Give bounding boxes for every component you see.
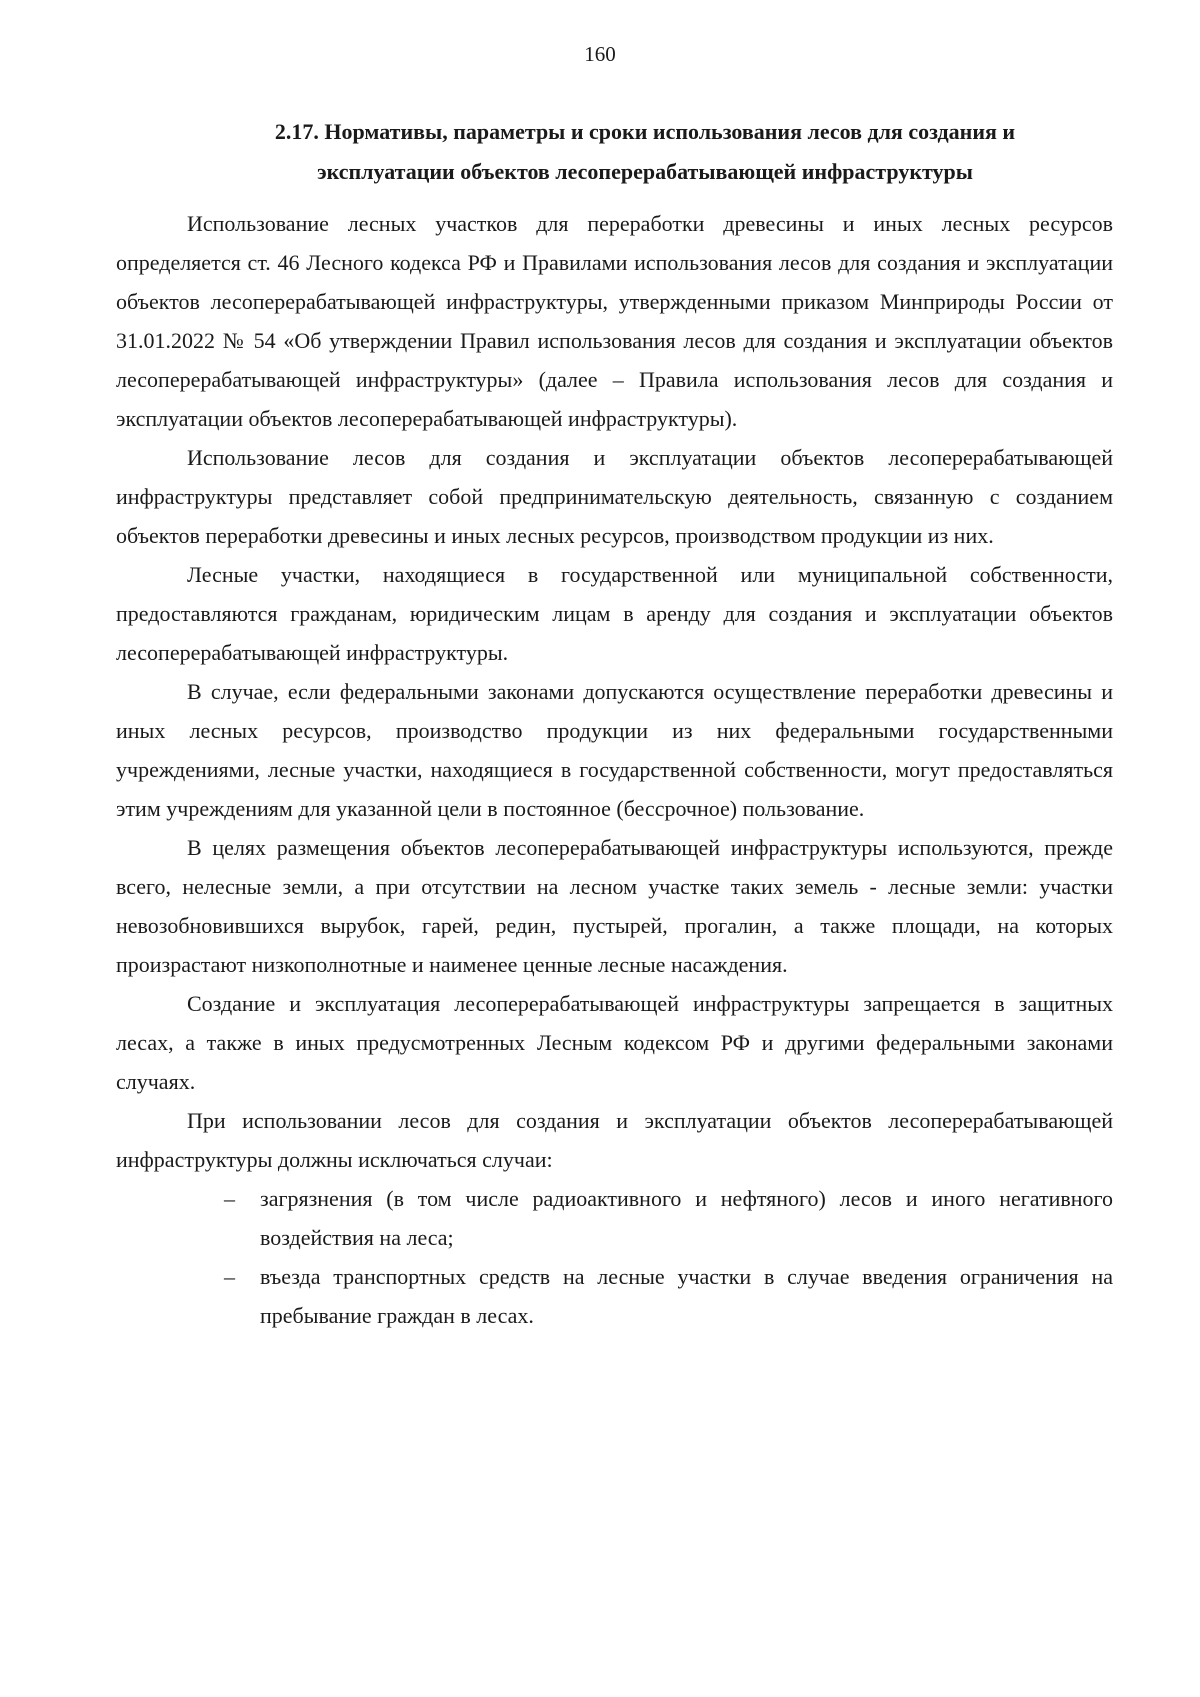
list-item-text: загрязнения (в том числе радиоактивного и нефтяного) лесов и иного негативного воздействия на леса; — [260, 1186, 1113, 1250]
paragraph-1: Использование лесных участков для переработки древесины и иных лесных ресурсов определяется ст. 46 Лесного кодекса РФ и Правилами использования лесов для создания и эксплуатации объектов лесоперерабатывающей инфраструктуры, утвержденными приказом Минприроды России от 31.01.2022 № 54 «Об утверждении Правил использования лесов для создания и эксплуатации объектов лесоперерабатывающей инфраструктуры» (далее – Правила использования лесов для создания и эксплуатации объектов лесоперерабатывающей инфраструктуры). — [116, 211, 1113, 431]
list-item-text: въезда транспортных средств на лесные участки в случае введения ограничения на пребывание граждан в лесах. — [260, 1264, 1113, 1328]
list-item — [116, 1257, 1113, 1335]
paragraph-4: В случае, если федеральными законами допускаются осуществление переработки древесины и иных лесных ресурсов, производство продукции из них федеральными государственными учреждениями, лесные участки, находящиеся в государственной собственности, могут предоставляться этим учреждениям для указанной цели в постоянное (бессрочное) пользование. — [116, 679, 1113, 821]
paragraph-6: Создание и эксплуатация лесоперерабатывающей инфраструктуры запрещается в защитных лесах, а также в иных предусмотренных Лесным кодексом РФ и другими федеральными законами случаях. — [116, 991, 1113, 1094]
section-title — [200, 112, 1090, 192]
exclusion-list — [116, 1179, 1113, 1335]
document-body — [116, 204, 1113, 1335]
paragraph-5: В целях размещения объектов лесоперерабатывающей инфраструктуры используются, прежде всего, нелесные земли, а при отсутствии на лесном участке таких земель - лесные земли: участки невозобновившихся вырубок, гарей, редин, пустырей, прогалин, а также площади, на которых произрастают низкополнотные и наименее ценные лесные насаждения. — [116, 835, 1113, 977]
dash-marker: – — [224, 1186, 235, 1211]
section-title-line-2: эксплуатации объектов лесоперерабатывающей инфраструктуры — [317, 159, 973, 184]
dash-marker: – — [224, 1264, 235, 1289]
paragraph-2: Использование лесов для создания и эксплуатации объектов лесоперерабатывающей инфраструктуры представляет собой предпринимательскую деятельность, связанную с созданием объектов переработки древесины и иных лесных ресурсов, производством продукции из них. — [116, 445, 1113, 548]
page-number: 160 — [584, 42, 616, 66]
paragraph-7: При использовании лесов для создания и эксплуатации объектов лесоперерабатывающей инфраструктуры должны исключаться случаи: — [116, 1108, 1113, 1172]
section-title-line-1: 2.17. Нормативы, параметры и сроки использования лесов для создания и — [274, 119, 1016, 144]
paragraph-3: Лесные участки, находящиеся в государственной или муниципальной собственности, предоставляются гражданам, юридическим лицам в аренду для создания и эксплуатации объектов лесоперерабатывающей инфраструктуры. — [116, 562, 1113, 665]
list-item — [116, 1179, 1113, 1257]
